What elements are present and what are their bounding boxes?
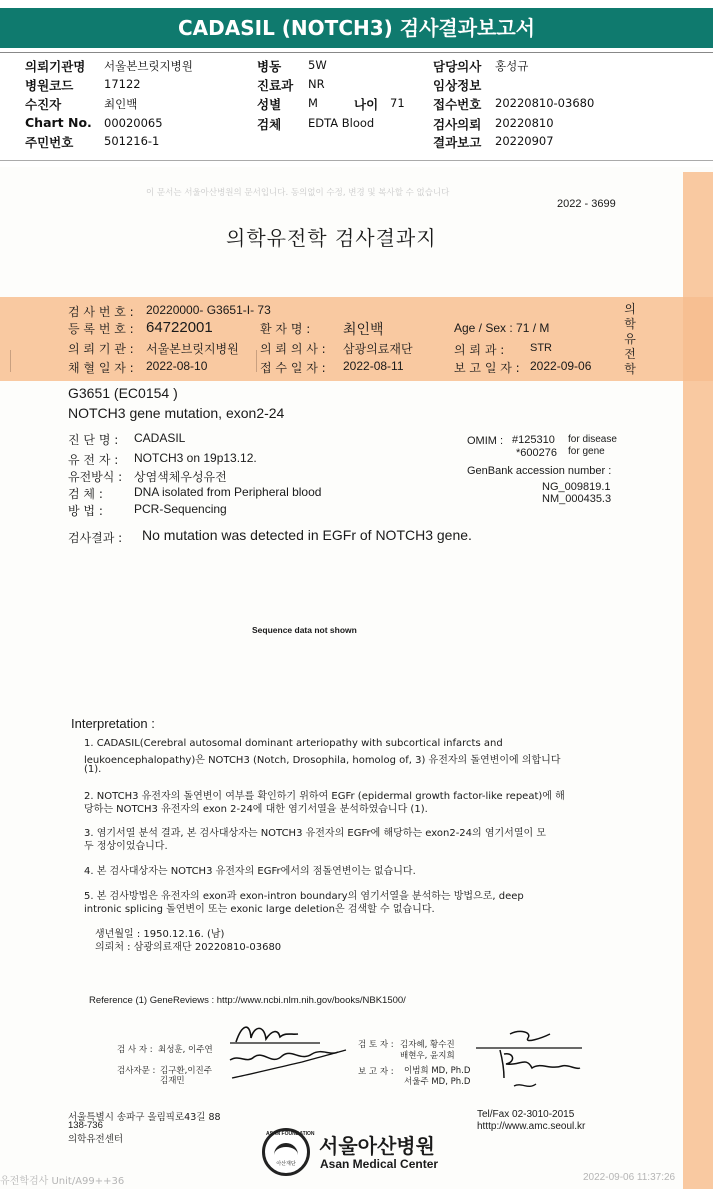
omim-disease: #125310: [512, 434, 555, 446]
patient-value: 최인백: [104, 97, 138, 111]
hospital-name-kr: 서울아산병원: [319, 1134, 435, 1158]
test-name: NOTCH3 gene mutation, exon2-24: [68, 405, 285, 421]
age-sex: Age / Sex : 71 / M: [454, 321, 550, 335]
examiner-label: 검 사 자 :: [117, 1045, 153, 1055]
logo-inner-text: 아산재단: [276, 1161, 296, 1167]
doctor-value: 삼광의료재단: [343, 342, 413, 356]
diagnosis-label: 진 단 명 :: [68, 433, 119, 447]
specimen-type-value: DNA isolated from Peripheral blood: [134, 485, 322, 499]
chart-no-label: Chart No.: [25, 115, 92, 130]
patient-name-label: 환 자 명 :: [260, 322, 311, 336]
genbank-ng: NG_009819.1: [542, 481, 611, 493]
reviewer-names: 김자혜, 황수진: [400, 1040, 455, 1050]
interpretation-line: 4. 본 검사대상자는 NOTCH3 유전자의 EGFr에서의 점돌연변이는 없습니다.: [84, 866, 416, 877]
collect-date-label: 채 혈 일 자 :: [68, 361, 134, 375]
gene-label: 유 전 자 :: [68, 453, 119, 467]
omim-disease-note: for disease: [568, 434, 617, 445]
ward-value: 5W: [308, 58, 327, 72]
hospital-code-value: 17122: [104, 77, 141, 91]
document-number: 2022 - 3699: [557, 198, 616, 210]
interpretation-line: intronic splicing 돌연변이 또는 exonic large deletion은 검색할 수 없습니다.: [84, 904, 435, 915]
reporter-label: 보 고 자 :: [358, 1067, 394, 1077]
ward-label: 병동: [257, 59, 282, 74]
band-mark: [10, 350, 11, 372]
resident-no-label: 주민번호: [25, 135, 74, 150]
method-label: 방 법 :: [68, 504, 103, 518]
institution-label: 의 뢰 기 관 :: [68, 342, 134, 356]
interpretation-line: 두 정상이었습니다.: [84, 841, 168, 852]
footer-timestamp: 2022-09-06 11:37:26: [583, 1172, 676, 1183]
interpretation-line: 5. 본 검사방법은 유전자의 exon과 exon-intron boundary의 염기서열을 분석하는 방법으로, deep: [84, 891, 524, 902]
interpretation-heading: Interpretation :: [71, 716, 155, 731]
department-value: NR: [308, 77, 325, 91]
interpretation-line: 3. 염기서열 분석 결과, 본 검사대상자는 NOTCH3 유전자의 EGFr에 해당하는 exon2-24의 염기서열이 모: [84, 828, 547, 839]
omim-label: OMIM :: [467, 435, 504, 447]
interpretation-line: (1).: [84, 764, 102, 775]
reporter-names: 서울주 MD, Ph.D: [404, 1077, 471, 1087]
omim-gene-note: for gene: [568, 446, 605, 457]
age-label: 나이: [354, 97, 379, 112]
center-name: 의학유전센터: [68, 1134, 124, 1145]
website: htttp://www.amc.seoul.kr: [477, 1121, 586, 1132]
exam-no-label: 검 사 번 호 :: [68, 305, 134, 319]
clinical-info-label: 임상정보: [433, 78, 482, 93]
band-mark: [256, 350, 257, 372]
doctor-label: 담당의사: [433, 59, 482, 74]
patient-band-edge: [683, 297, 713, 381]
reference: Reference (1) GeneReviews : http://www.ncbi.nlm.nih.gov/books/NBK1500/: [89, 995, 406, 1006]
reviewer-names: 배현우, 윤지희: [400, 1051, 455, 1061]
inheritance-label: 유전방식 :: [68, 470, 123, 484]
omim-gene: *600276: [516, 447, 557, 459]
institution-value: 서울본브릿지병원: [104, 59, 193, 73]
test-code: G3651 (EC0154 ): [68, 385, 178, 401]
accession-value: 20220810-03680: [495, 96, 595, 110]
birth-date: 생년월일 : 1950.12.16. (남): [95, 929, 225, 940]
report-date-value: 20220907: [495, 134, 554, 148]
divider: [0, 52, 713, 53]
inheritance-value: 상염색체우성유전: [134, 470, 227, 484]
hospital-code-label: 병원코드: [25, 78, 74, 93]
report-date-label: 보 고 일 자 :: [454, 361, 520, 375]
logo-ring-text: ASAN FOUNDATION: [266, 1131, 315, 1137]
genbank-label: GenBank accession number :: [467, 465, 612, 477]
diagnosis-value: CADASIL: [134, 431, 186, 445]
sequence-note: Sequence data not shown: [252, 625, 357, 635]
reporter-names: 이범희 MD, Ph.D: [404, 1066, 471, 1076]
receive-date-value: 2022-08-11: [343, 359, 404, 373]
specimen-type-label: 검 체 :: [68, 487, 103, 501]
method-value: PCR-Sequencing: [134, 502, 227, 516]
examiner-names: 최성훈, 이주연: [158, 1045, 213, 1055]
report-date-label: 결과보고: [433, 135, 482, 150]
collect-date-value: 2022-08-10: [146, 359, 208, 373]
request-date-value: 20220810: [495, 116, 554, 130]
resident-no-value: 501216-1: [104, 134, 160, 148]
institution-label: 의뢰기관명: [25, 59, 86, 74]
specimen-value: EDTA Blood: [308, 116, 375, 130]
patient-label: 수진자: [25, 97, 62, 112]
reg-no-label: 등 록 번 호 :: [68, 322, 134, 336]
chart-no-value: 00020065: [104, 116, 163, 130]
patient-name-value: 최인백: [343, 322, 384, 338]
interpretation-line: 1. CADASIL(Cerebral autosomal dominant arteriopathy with subcortical infarcts and: [84, 738, 503, 749]
reg-no-value: 64722001: [146, 319, 213, 336]
specimen-label: 검체: [257, 117, 282, 132]
postal-code: 138-736: [68, 1120, 103, 1131]
dept-label: 의 뢰 과 :: [454, 343, 505, 357]
genbank-nm: NM_000435.3: [542, 493, 612, 505]
reviewer-label: 검 토 자 :: [358, 1040, 394, 1050]
advisor-label: 검사자문 :: [117, 1066, 156, 1076]
doctor-label: 의 뢰 의 사 :: [260, 342, 326, 356]
interpretation-line: 2. NOTCH3 유전자의 돌연변이 여부를 확인하기 위하여 EGFr (epidermal growth factor-like repeat)에 해: [84, 791, 565, 802]
advisor-names: 김재민: [160, 1076, 185, 1086]
report-heading: 의학유전학 검사결과지: [226, 226, 437, 250]
address-line: 서울특별시 송파구 올림픽로43길 88: [68, 1112, 221, 1123]
department-label: 진료과: [257, 78, 294, 93]
footer-unit: 유전학검사 Unit/A99++36: [0, 1176, 125, 1187]
divider: [0, 160, 713, 161]
requester: 의뢰처 : 삼광의료재단 20220810-03680: [95, 942, 282, 953]
receive-date-label: 접 수 일 자 :: [260, 361, 326, 375]
interpretation-line: 당하는 NOTCH3 유전자의 exon 2-24에 대한 염기서열을 분석하였습니다 (1).: [84, 804, 428, 815]
hospital-name-en: Asan Medical Center: [320, 1157, 439, 1171]
reviewer-signature: [470, 1026, 585, 1101]
doctor-value: 홍성규: [495, 59, 529, 73]
sex-value: M: [308, 96, 318, 110]
result-value: No mutation was detected in EGFr of NOTCH3 gene.: [142, 527, 472, 543]
interpretation-line: leukoencephalopathy)은 NOTCH3 (Notch, Drosophila, homolog of, 3) 유전자의 돌연변이에 의합니다: [84, 755, 561, 766]
gene-value: NOTCH3 on 19p13.12.: [134, 451, 257, 465]
report-title: CADASIL (NOTCH3) 검사결과보고서: [178, 16, 535, 40]
sex-label: 성별: [257, 97, 282, 112]
report-date-value: 2022-09-06: [530, 359, 592, 373]
dept-value: STR: [530, 342, 552, 354]
accession-label: 접수번호: [433, 97, 482, 112]
exam-no-value: 20220000- G3651-I- 73: [146, 303, 271, 317]
age-value: 71: [390, 96, 405, 110]
result-label: 검사결과 :: [68, 531, 123, 545]
watermark-text: 이 문서는 서울아산병원의 문서입니다. 동의없이 수정, 변경 및 복사할 수 없습니다: [146, 188, 450, 198]
tel-fax: Tel/Fax 02-3010-2015: [477, 1109, 575, 1120]
request-date-label: 검사의뢰: [433, 117, 482, 132]
advisor-names: 김구환,이진주: [160, 1066, 212, 1076]
examiner-signature: [220, 1012, 355, 1087]
institution-value: 서울본브릿지병원: [146, 342, 239, 356]
side-label: 의학유전학: [624, 302, 636, 376]
